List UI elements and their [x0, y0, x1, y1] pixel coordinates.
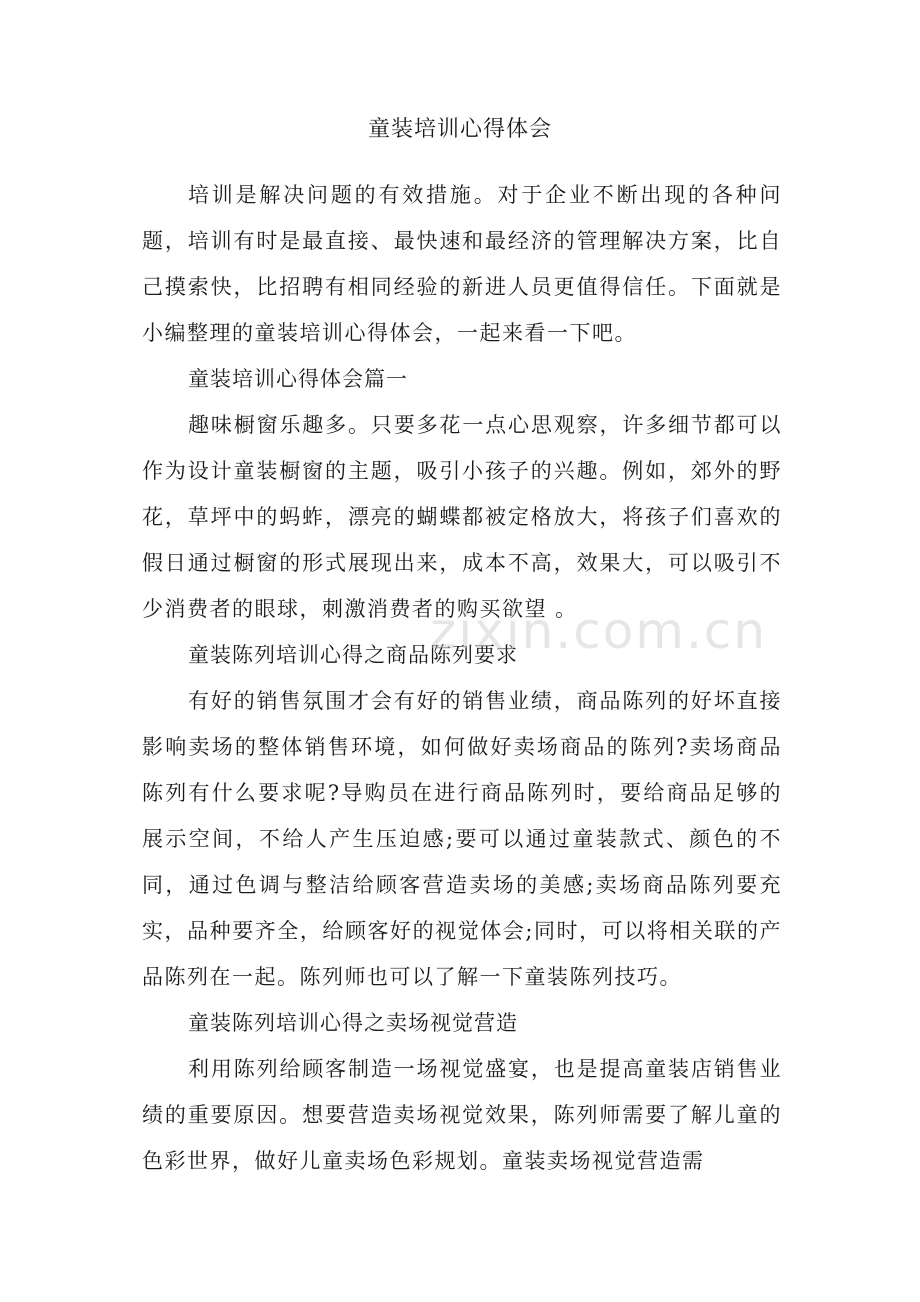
intro-paragraph: 培训是解决问题的有效措施。对于企业不断出现的各种问题，培训有时是最直接、最快速和最经济的管理解决方案，比自己摸索快，比招聘有相同经验的新进人员更值得信任。下面就是小编整理的童装培训心得体会，一起来看一下吧。 — [142, 183, 782, 345]
document-body — [142, 172, 782, 1184]
document-title: 童装培训心得体会 — [367, 117, 552, 142]
section-2-paragraph: 有好的销售氛围才会有好的销售业绩，商品陈列的好坏直接影响卖场的整体销售环境，如何做好卖场商品的陈列?卖场商品陈列有什么要求呢?导购员在进行商品陈列时，要给商品足够的展示空间，不给人产生压迫感;要可以通过童装款式、颜色的不同，通过色调与整洁给顾客营造卖场的美感;卖场商品陈列要充实，品种要齐全，给顾客好的视觉体会;同时，可以将相关联的产品陈列在一起。陈列师也可以了解一下童装陈列技巧。 — [142, 689, 782, 989]
section-3-paragraph: 利用陈列给顾客制造一场视觉盛宴，也是提高童装店销售业绩的重要原因。想要营造卖场视觉效果，陈列师需要了解儿童的色彩世界，做好儿童卖场色彩规划。童装卖场视觉营造需 — [142, 1057, 782, 1173]
section-heading-1: 童装培训心得体会篇一 — [188, 367, 408, 391]
watermark-text: zixin.com.cn — [430, 602, 768, 660]
section-heading-3: 童装陈列培训心得之卖场视觉营造 — [188, 1011, 518, 1035]
section-1-paragraph: 趣味橱窗乐趣多。只要多花一点心思观察，许多细节都可以作为设计童装橱窗的主题，吸引小孩子的兴趣。例如，郊外的野花，草坪中的蚂蚱，漂亮的蝴蝶都被定格放大，将孩子们喜欢的假日通过橱窗的形式展现出来，成本不高，效果大，可以吸引不少消费者的眼球，刺激消费者的购买欲望 。 — [142, 413, 782, 621]
section-heading-2: 童装陈列培训心得之商品陈列要求 — [188, 643, 518, 667]
